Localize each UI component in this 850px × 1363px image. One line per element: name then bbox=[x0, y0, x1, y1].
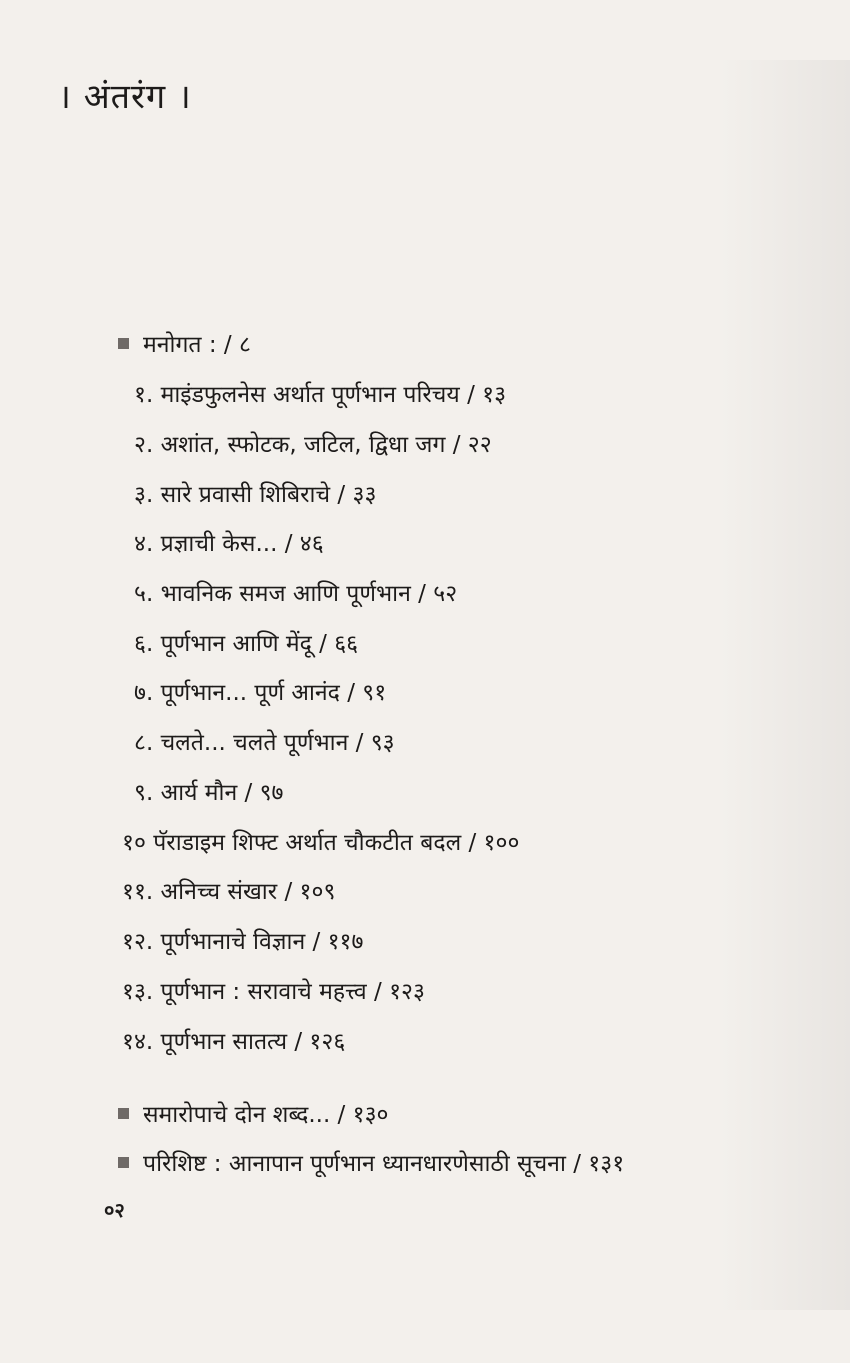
toc-entry: ११. अनिच्च संखार / १०९ bbox=[122, 879, 336, 905]
toc-entry: २. अशांत, स्फोटक, जटिल, द्विधा जग / २२ bbox=[134, 432, 492, 458]
toc-entry-text: समारोपाचे दोन शब्द... / १३० bbox=[143, 1102, 389, 1128]
toc-entry: १२. पूर्णभानाचे विज्ञान / ११७ bbox=[122, 929, 364, 955]
toc-entry: ८. चलते... चलते पूर्णभान / ९३ bbox=[134, 730, 395, 756]
square-bullet-icon bbox=[118, 338, 129, 349]
toc-entry: १. माइंडफुलनेस अर्थात पूर्णभान परिचय / १३ bbox=[134, 382, 507, 408]
toc-entry: ५. भावनिक समज आणि पूर्णभान / ५२ bbox=[134, 581, 458, 607]
toc-entry: १४. पूर्णभान सातत्य / १२६ bbox=[122, 1029, 346, 1055]
toc-entry: ३. सारे प्रवासी शिबिराचे / ३३ bbox=[134, 482, 377, 508]
toc-entry: ९. आर्य मौन / ९७ bbox=[134, 780, 284, 806]
toc-entry-closing bbox=[118, 1100, 389, 1130]
toc-entry-text: परिशिष्ट : आनापान पूर्णभान ध्यानधारणेसाठी सूचना / १३१ bbox=[143, 1151, 625, 1177]
toc-entry-preface bbox=[118, 330, 251, 360]
toc-entry: ४. प्रज्ञाची केस... / ४६ bbox=[134, 531, 324, 557]
show-through-shadow bbox=[720, 60, 850, 1310]
square-bullet-icon bbox=[118, 1108, 129, 1119]
square-bullet-icon bbox=[118, 1157, 129, 1168]
page-number: ०२ bbox=[104, 1198, 125, 1222]
toc-entry-appendix bbox=[118, 1149, 624, 1179]
toc-entry: ७. पूर्णभान... पूर्ण आनंद / ९१ bbox=[134, 680, 387, 706]
toc-entry-text: मनोगत : / ८ bbox=[143, 332, 251, 358]
toc-entry: १३. पूर्णभान : सरावाचे महत्त्व / १२३ bbox=[122, 979, 425, 1005]
toc-entry: १० पॅराडाइम शिफ्ट अर्थात चौकटीत बदल / १०० bbox=[122, 830, 520, 856]
page-title: । अंतरंग । bbox=[58, 77, 192, 117]
toc-entry: ६. पूर्णभान आणि मेंदू / ६६ bbox=[134, 631, 359, 657]
